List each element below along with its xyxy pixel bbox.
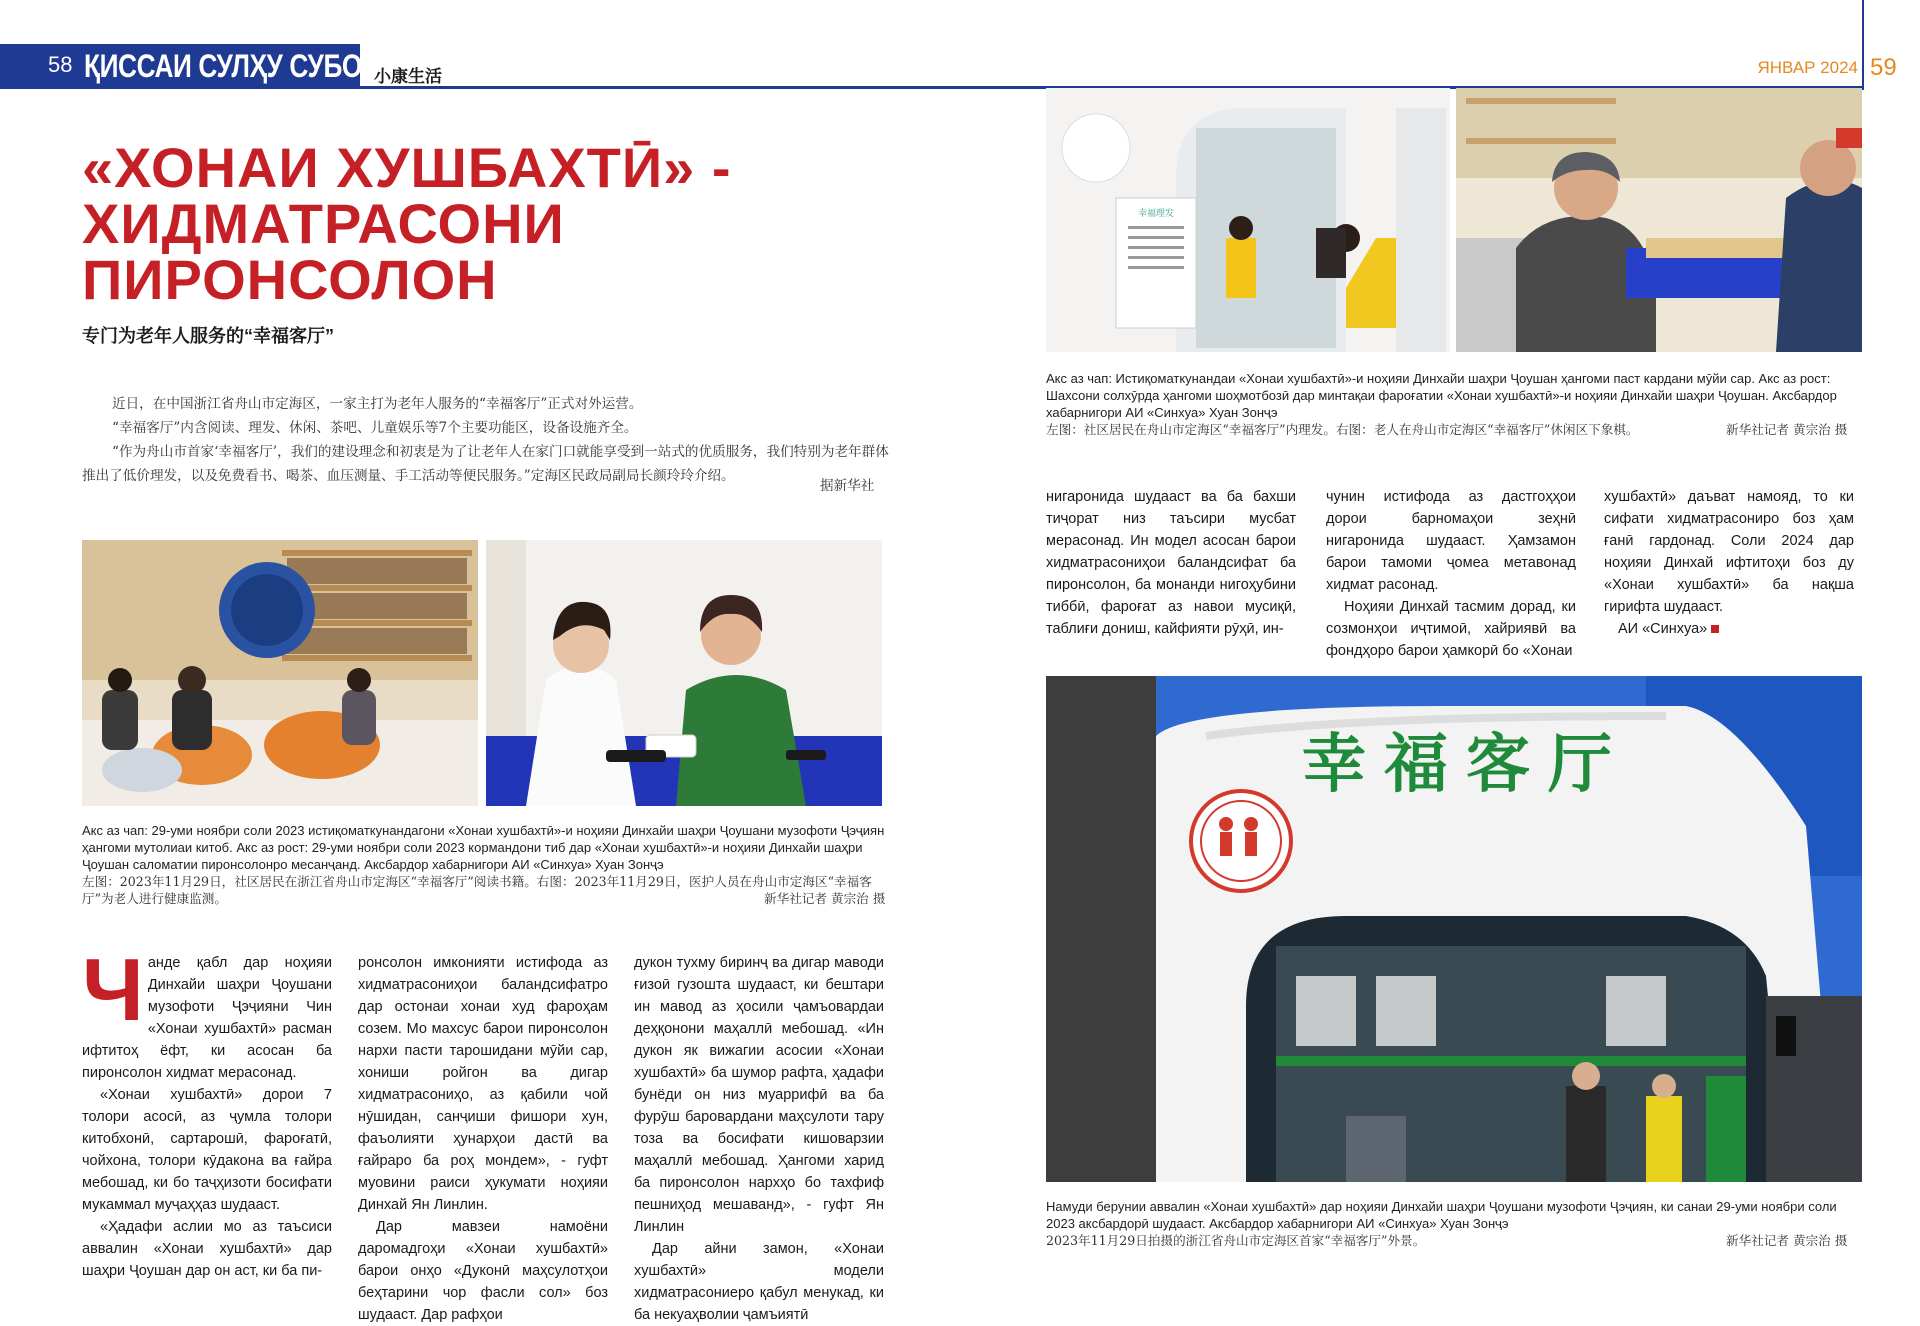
body-column-2 bbox=[358, 952, 608, 1326]
barber-photo bbox=[1046, 88, 1450, 352]
end-mark bbox=[1711, 625, 1719, 633]
body-paragraph: ронсолон имконияти истифода аз хидматрасониҳои баландсифатро дар остонаи хонаи худ фароҳам созем. Мо махсус барои пиронсолон нархи пасти тарошидани мӯйи сар, хониши ройгон ва дигар хидматрасониҳо, аз қабили чой нӯшидан, санҷиши фишори хун, фаъолияти ҳунарҳои дастӣ ва ғайраро ба роҳ мондем», - гуфт муовини раиси ҳукумати ноҳияи Динхай Ян Линлин. bbox=[358, 955, 608, 1213]
body-column-1 bbox=[82, 940, 332, 1282]
top-right-photo-credit: 新华社记者 黄宗治 摄 bbox=[1726, 422, 1848, 437]
magazine-title: ҚИССАИ СУЛҲУ СУБОТ bbox=[84, 48, 378, 84]
body-paragraph: Ноҳияи Динхай тасмим дорад, ки созмонҳои иҷтимоӣ, хайриявӣ ва фондҳоро барои ҳамкорӣ бо «Хонаи bbox=[1326, 599, 1576, 659]
left-photo-caption: Акс аз чап: 29-уми ноябри соли 2023 истиқоматкунандагони «Хонаи хушбахтӣ»-и ноҳияи Динхайи шаҳри Ҷоушани музофоти Ҷэҷиян ҳангоми мутолиаи китоб. Акс аз рост: 29-уми ноябри соли 2023 кормандони тиб дар «Хонаи хушбахтӣ»-и ноҳияи Динхайи шаҳри Ҷоушан саломатии пиронсолонро месанҷанд. Аксбардор хабарнигори АИ «Синхуа» Хуан Зонҷэ bbox=[82, 823, 885, 872]
body-paragraph: «Хонаи хушбахтӣ» дорои 7 толори асосӣ, аз ҷумла толори китобхонӣ, сартарошӣ, фароғатӣ, чойхона, толори кӯдакона ва ғайра мебошад, ки бо таҷҳизоти босифати мукаммал муҷаҳҳаз шудааст. bbox=[82, 1087, 332, 1213]
left-photo-credit: 新华社记者 黄宗治 摄 bbox=[764, 891, 886, 906]
section-label: 小康生活 bbox=[374, 67, 442, 87]
summary-paragraph: 近日，在中国浙江省舟山市定海区，一家主打为老年人服务的“幸福客厅”正式对外运营。 bbox=[112, 396, 643, 412]
article-subhead: 专门为老年人服务的“幸福客厅” bbox=[82, 326, 334, 346]
top-right-photo-caption-cn: 左图：社区居民在舟山市定海区“幸福客厅”内理发。右图：老人在舟山市定海区“幸福客厅”休闲区下象棋。 bbox=[1046, 422, 1639, 437]
storefront-credit: 新华社记者 黄宗治 摄 bbox=[1726, 1233, 1848, 1248]
storefront-caption: Намуди берунии аввалин «Хонаи хушбахтӣ» дар ноҳияи Динхайи шаҳри Ҷоушани музофоти Ҷэҷиян, ки санаи 29-уми ноябри соли 2023 аксбардорӣ шудааст. Аксбардор хабарнигори АИ «Синхуа» Хуан Зонҷэ bbox=[1046, 1199, 1837, 1231]
body-column-4 bbox=[1046, 486, 1296, 640]
issue-date: ЯНВАР 2024 bbox=[1757, 58, 1858, 77]
storefront-sign: 幸福客厅 bbox=[1302, 728, 1630, 802]
drop-cap: Ч bbox=[82, 940, 144, 1039]
body-paragraph: Дар мавзеи намоёни даромадгоҳи «Хонаи хушбахтӣ» барои онҳо «Дуконӣ маҳсулотҳои беҳтарини чор фасли сол» боз шудааст. Дар рафҳои bbox=[358, 1219, 608, 1323]
body-paragraph: дукон тухму биринҷ ва дигар маводи ғизоӣ гузошта шудааст, ки бештари ин мавод аз ҳосили ҷамъовардаи деҳқонони маҳаллӣ мебошад. «Ин дукон як вижагии асосии «Хонаи хушбахтӣ» ба шумор рафта, ҳадафи бунёди он низ муаррифӣ ва ба фурӯш баровардани маҳсулоти тару тоза ва босифати кишоварзии маҳаллӣ мебошад. Ҳангоми харид ба пиронсолон нархҳо бо тахфиф пешниҳод мешаванд», - гуфт Ян Линлин bbox=[634, 955, 884, 1235]
page-number-left: 58 bbox=[48, 52, 73, 77]
article-headline: «ХОНАИ ХУШБАХТӢ» - ХИДМАТРАСОНИ ПИРОНСОЛОН bbox=[82, 136, 732, 311]
summary-source: 据新华社 bbox=[820, 478, 875, 494]
signoff: АИ «Синхуа» bbox=[1618, 621, 1708, 637]
body-column-5 bbox=[1326, 486, 1576, 662]
body-paragraph: чунин истифода аз дастгоҳҳои дорои барномаҳои зеҳнӣ нигаронида шудааст. Ҳамзамон барои тамоми ҷомеа метавонад хидмат расонад. bbox=[1326, 489, 1576, 593]
top-right-photo-caption: Акс аз чап: Истиқоматкунандаи «Хонаи хушбахтӣ»-и ноҳияи Динхайи шаҳри Ҷоушан ҳангоми паст кардани мӯйи сар. Акс аз рост: Шахсони солхӯрда ҳангоми шоҳмотбозӣ дар минтақаи фароғатии «Хонаи хушбахтӣ»-и ноҳияи Динхайи шаҳри Ҷоушан. Аксбардор хабарнигори АИ «Синхуа» Хуан Зонҷэ bbox=[1046, 371, 1837, 420]
storefront-caption-cn: 2023年11月29日拍摄的浙江省舟山市定海区首家“幸福客厅”外景。 bbox=[1046, 1233, 1426, 1248]
page-number-right: 59 bbox=[1870, 54, 1897, 81]
body-column-3 bbox=[634, 952, 884, 1326]
body-paragraph: нигаронида шудааст ва ба бахши тиҷорат низ таъсири мусбат мерасонад. Ин модел асосан барои хидматрасониҳои баландсифат ба пиронсолон, ба монанди нигоҳубини тиббӣ, фароғат аз навои мусиқӣ, таблиғи дониш, кайфияти рӯҳӣ, ин- bbox=[1046, 489, 1296, 637]
left-photo-caption-cn: 左图：2023年11月29日，社区居民在浙江省舟山市定海区“幸福客厅”阅读书籍。右图：2023年11月29日，医护人员在舟山市定海区“幸福客厅”为老人进行健康监测。 bbox=[82, 874, 872, 906]
body-column-6 bbox=[1604, 486, 1854, 640]
chinese-summary bbox=[82, 392, 892, 488]
reading-room-photo bbox=[82, 540, 478, 806]
barber-price-sign: 幸福理发 bbox=[1137, 209, 1175, 219]
summary-paragraph: “幸福客厅”内含阅读、理发、休闲、茶吧、儿童娱乐等7个主要功能区，设备设施齐全。 bbox=[112, 420, 638, 436]
page-edge-rule bbox=[1862, 0, 1864, 90]
body-paragraph: Дар айни замон, «Хонаи хушбахтӣ» модели хидматрасониеро қабул менукад, ки ба некуаҳволии ҷамъиятӣ bbox=[634, 1241, 884, 1323]
summary-paragraph: “作为舟山市首家‘幸福客厅’，我们的建设理念和初衷是为了让老年人在家门口就能享受到一站式的优质服务，我们特别为老年群体推出了低价理发，以及免费看书、喝茶、血压测量、手工活动等便民服务。”定海区民政局副局长颜玲玲介绍。 bbox=[82, 444, 889, 484]
body-paragraph: анде қабл дар ноҳияи Динхайи шаҳри Ҷоушани музофоти Ҷэҷияни Чин «Хонаи хушбахтӣ» расман ифтитоҳ ёфт, ки асосан ба пиронсолон хидмат мерасонад. bbox=[82, 955, 332, 1081]
body-paragraph: «Ҳадафи аслии мо аз таъсиси аввалин «Хонаи хушбахтӣ» дар шаҳри Ҷоушан дар он аст, ки ба пи- bbox=[82, 1219, 332, 1279]
health-check-photo bbox=[486, 540, 882, 806]
storefront-photo bbox=[1046, 676, 1862, 1182]
chess-photo bbox=[1456, 88, 1862, 352]
signoff-line bbox=[1604, 618, 1854, 640]
body-paragraph: хушбахтӣ» даъват намояд, то ки сифати хидматрасониро боз ҳам ғанӣ гардонад. Соли 2024 дар ноҳияи Динхай ифтитоҳи боз ду «Хонаи хушбахтӣ» ба нақша гирифта шудааст. bbox=[1604, 489, 1854, 615]
